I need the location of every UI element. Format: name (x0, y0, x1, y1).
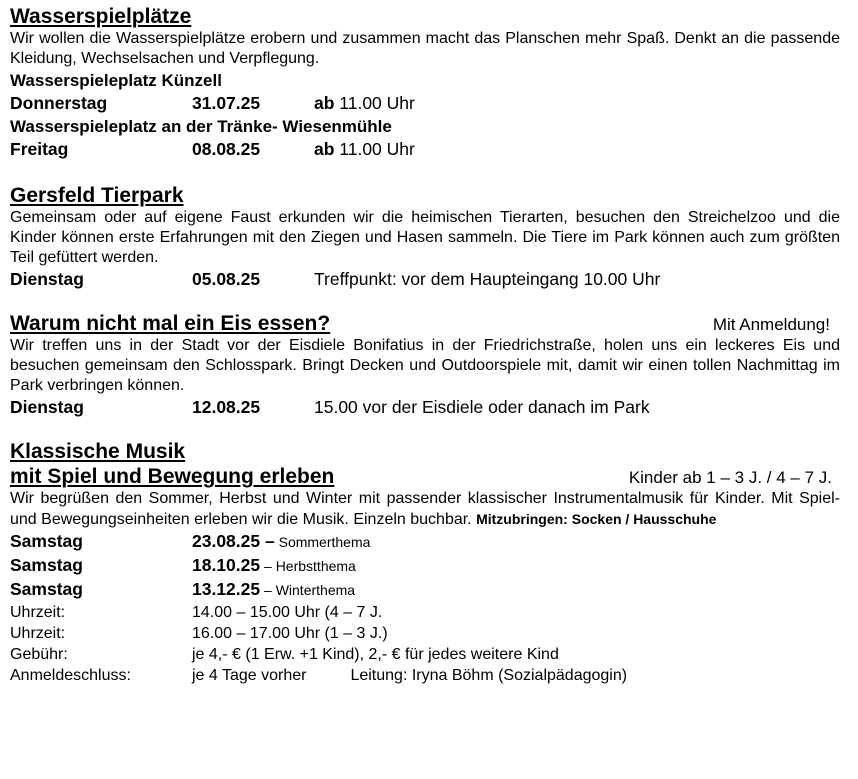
section-title: Klassische Musik (10, 440, 186, 463)
fee-row (10, 644, 840, 665)
fee-label: Gebühr: (10, 646, 68, 663)
bring-along-note: Mitzubringen: Socken / Hausschuhe (476, 511, 717, 527)
event-date-row (10, 92, 840, 115)
section-description: Wir begrüßen den Sommer, Herbst und Winter mit passender klassischer Instrumentalmusik für Kinder. Mit Spiel- und Bewegungseinheiten erleben wir die Musik. Einzeln buchbar. Mitzubringen: Socken / Hausschuhe (10, 490, 840, 528)
time-row (10, 602, 840, 623)
section-subtitle: mit Spiel und Bewegung erleben (10, 465, 335, 488)
section-description: Wir wollen die Wasserspielplätze erobern und zusammen macht das Planschen mehr Spaß. Denkt an die passende Kleidung, Wechselsachen und Verpflegung. (10, 30, 840, 67)
event-time: ab 11.00 Uhr (314, 139, 415, 159)
venue-name: Wasserspieleplatz Künzell (10, 71, 222, 90)
event-time: ab 11.00 Uhr (314, 93, 415, 113)
time-label: Uhrzeit: (10, 604, 66, 621)
document-page (10, 4, 840, 686)
section-eis (10, 311, 840, 419)
time-value: 14.00 – 15.00 Uhr (4 – 7 J. (192, 604, 383, 621)
time-label: Uhrzeit: (10, 625, 66, 642)
venue-name: Wasserspieleplatz an der Tränke- Wiesenmühle (10, 117, 392, 136)
event-info: Treffpunkt: vor dem Haupteingang 10.00 Uhr (314, 269, 661, 289)
event-date-row (10, 530, 840, 554)
event-date-row (10, 268, 840, 291)
event-date-row (10, 554, 840, 578)
event-day: Samstag (10, 531, 83, 551)
section-title: Warum nicht mal ein Eis essen? (10, 312, 331, 335)
section-musik (10, 439, 840, 686)
event-day: Dienstag (10, 397, 84, 417)
event-date-row (10, 138, 840, 161)
section-header (10, 464, 840, 489)
event-date-theme: 23.08.25 – Sommerthema (192, 531, 371, 551)
leader-info: Leitung: Iryna Böhm (Sozialpädagogin) (350, 667, 628, 684)
section-title: Gersfeld Tierpark (10, 184, 184, 207)
section-header (10, 311, 840, 336)
event-date: 08.08.25 (192, 139, 261, 159)
registration-note: Mit Anmeldung! (712, 315, 830, 334)
section-description: Gemeinsam oder auf eigene Faust erkunden wir die heimischen Tierarten, besuchen den Streichelzoo und die Kinder können erste Erfahrungen mit den Ziegen und Hasen sammeln. Die Tiere im Park können auch zum größten Teil gefüttert werden. (10, 209, 840, 266)
deadline-value: je 4 Tage vorher (192, 667, 307, 684)
time-value: 16.00 – 17.00 Uhr (1 – 3 J.) (192, 625, 388, 642)
event-date-row (10, 578, 840, 602)
section-wasserspielplaetze (10, 4, 840, 161)
age-note: Kinder ab 1 – 3 J. / 4 – 7 J. (628, 468, 832, 487)
event-date: 31.07.25 (192, 93, 261, 113)
event-date: 05.08.25 (192, 269, 261, 289)
event-day: Dienstag (10, 269, 84, 289)
section-description: Wir treffen uns in der Stadt vor der Eisdiele Bonifatius in der Friedrichstraße, holen uns ein leckeres Eis und besuchen gemeinsam den Schlosspark. Bringt Decken und Outdoorspiele mit, damit wir einen tollen Nachmittag im Park verbringen können. (10, 337, 840, 394)
section-title: Wasserspielplätze (10, 5, 192, 28)
event-day: Donnerstag (10, 93, 108, 113)
deadline-label: Anmeldeschluss: (10, 667, 131, 684)
deadline-row (10, 665, 840, 686)
time-row (10, 623, 840, 644)
event-date-theme: 13.12.25 – Winterthema (192, 579, 356, 599)
event-date-theme: 18.10.25 – Herbstthema (192, 555, 356, 575)
event-date: 12.08.25 (192, 397, 261, 417)
event-info: 15.00 vor der Eisdiele oder danach im Park (314, 397, 650, 417)
event-day: Freitag (10, 139, 69, 159)
fee-value: je 4,- € (1 Erw. +1 Kind), 2,- € für jedes weitere Kind (192, 646, 559, 663)
section-tierpark (10, 183, 840, 291)
event-date-row (10, 396, 840, 419)
event-day: Samstag (10, 579, 83, 599)
event-day: Samstag (10, 555, 83, 575)
